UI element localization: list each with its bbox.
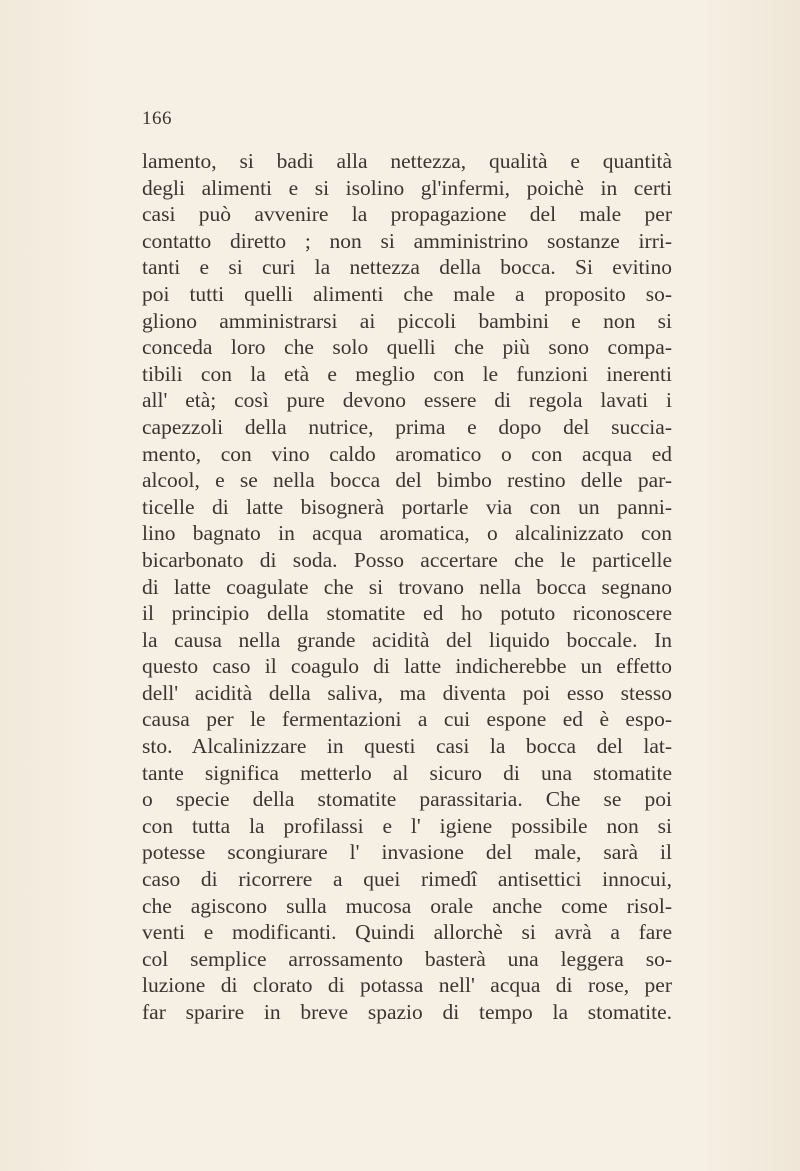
text-line: gliono amministrarsi ai piccoli bambini e non si <box>142 308 672 333</box>
text-line: ticelle di latte bisognerà portarle via con un panni- <box>142 494 672 519</box>
text-line: tanti e si curi la nettezza della bocca. Si evitino <box>142 255 672 280</box>
text-line: all' età; così pure devono essere di regola lavati i <box>142 388 672 413</box>
text-line: o specie della stomatite parassitaria. Che se poi <box>142 787 672 812</box>
text-line: far sparire in breve spazio di tempo la stomatite. <box>142 1000 672 1024</box>
text-line: causa per le fermentazioni a cui espone ed è espo- <box>142 707 672 732</box>
text-line: bicarbonato di soda. Posso accertare che le particelle <box>142 547 672 572</box>
body-text <box>142 148 672 1026</box>
text-line: lamento, si badi alla nettezza, qualità e quantità <box>142 149 672 173</box>
text-line: sto. Alcalinizzare in questi casi la bocca del lat- <box>142 734 672 759</box>
text-line: col semplice arrossamento basterà una leggera so- <box>142 946 672 971</box>
text-line: mento, con vino caldo aromatico o con acqua ed <box>142 441 672 466</box>
text-line: alcool, e se nella bocca del bimbo restino delle par- <box>142 468 672 493</box>
text-line: che agiscono sulla mucosa orale anche come risol- <box>142 893 672 918</box>
text-line: dell' acidità della saliva, ma diventa poi esso stesso <box>142 680 672 705</box>
text-line: caso di ricorrere a quei rimedî antisettici innocui, <box>142 867 672 892</box>
text-line: luzione di clorato di potassa nell' acqua di rose, per <box>142 973 672 998</box>
text-line: venti e modificanti. Quindi allorchè si avrà a fare <box>142 920 672 945</box>
text-line: capezzoli della nutrice, prima e dopo del succia- <box>142 414 672 439</box>
text-line: degli alimenti e si isolino gl'infermi, poichè in certi <box>142 175 672 200</box>
text-line: lino bagnato in acqua aromatica, o alcalinizzato con <box>142 521 672 546</box>
text-line: conceda loro che solo quelli che più sono compa- <box>142 335 672 360</box>
text-line: tibili con la età e meglio con le funzioni inerenti <box>142 361 672 386</box>
text-line: il principio della stomatite ed ho potuto riconoscere <box>142 601 672 626</box>
text-line: poi tutti quelli alimenti che male a proposito so- <box>142 281 672 306</box>
text-line: questo caso il coagulo di latte indicherebbe un effetto <box>142 654 672 679</box>
text-line: contatto diretto ; non si amministrino sostanze irri- <box>142 228 672 253</box>
text-line: con tutta la profilassi e l' igiene possibile non si <box>142 813 672 838</box>
page-number: 166 <box>142 108 172 129</box>
text-line: potesse scongiurare l' invasione del male, sarà il <box>142 840 672 865</box>
text-line: di latte coagulate che si trovano nella bocca segnano <box>142 574 672 599</box>
text-line: casi può avvenire la propagazione del male per <box>142 202 672 227</box>
text-line: la causa nella grande acidità del liquido boccale. In <box>142 627 672 652</box>
text-line: tante significa metterlo al sicuro di una stomatite <box>142 760 672 785</box>
